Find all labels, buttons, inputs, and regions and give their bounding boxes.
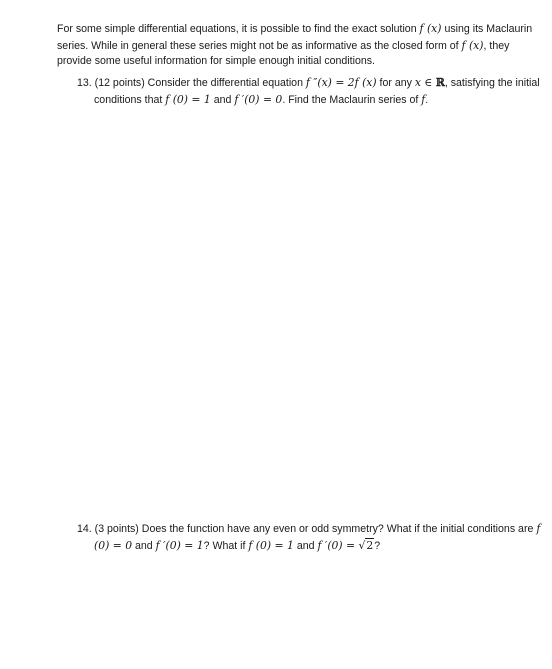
problem-text: Consider the differential equation	[144, 77, 306, 89]
problem-points: (3 points)	[94, 523, 139, 535]
problem-number: 14.	[77, 523, 95, 535]
problem-text: .	[425, 93, 429, 106]
problem-text: and	[293, 539, 318, 552]
problem-text: and	[132, 539, 156, 552]
math-initial-condition: f ′(0) = 1	[155, 538, 204, 552]
math-initial-condition: f ′(0) = 0	[234, 92, 283, 106]
problem-14	[77, 521, 552, 554]
math-x-in: x ∈	[414, 76, 436, 89]
intro-paragraph	[57, 21, 535, 70]
math-sqrt	[359, 538, 375, 552]
math-differential-equation: f ″(x) = 2f (x)	[305, 76, 377, 89]
problem-text: . Find the Maclaurin series of	[282, 93, 422, 106]
intro-text: using its Maclaurin series. While in general these series might not be as informative as the closed form of	[57, 23, 533, 52]
math-initial-condition: f ′(0) =	[317, 538, 359, 552]
math-fx: f (x)	[461, 38, 484, 52]
intro-text: , they provide some useful information for simple enough initial conditions.	[57, 39, 510, 68]
math-fx: f (x)	[419, 22, 442, 35]
problem-text: Does the function have any even or odd symmetry? What if the initial conditions are	[138, 523, 537, 535]
problem-text: ? What if	[203, 539, 249, 552]
math-reals: ℝ	[435, 76, 445, 89]
problem-number: 13.	[77, 77, 95, 89]
sqrt-sign: √	[358, 538, 366, 552]
math-f: f	[421, 92, 426, 106]
problem-text: ?	[374, 539, 381, 552]
problem-text: and	[210, 93, 235, 106]
math-initial-condition: f (0) = 1	[248, 538, 294, 552]
problem-text: , satisfying the initial conditions that	[94, 77, 540, 106]
math-initial-condition: f (0) = 0	[94, 522, 541, 552]
problem-points: (12 points)	[94, 77, 145, 89]
sqrt-radicand: 2	[366, 538, 374, 552]
problem-text: for any	[376, 77, 415, 89]
problem-13	[77, 75, 552, 108]
math-initial-condition: f (0) = 1	[165, 92, 211, 106]
intro-text: For some simple differential equations, it is possible to find the exact solution	[57, 23, 420, 35]
